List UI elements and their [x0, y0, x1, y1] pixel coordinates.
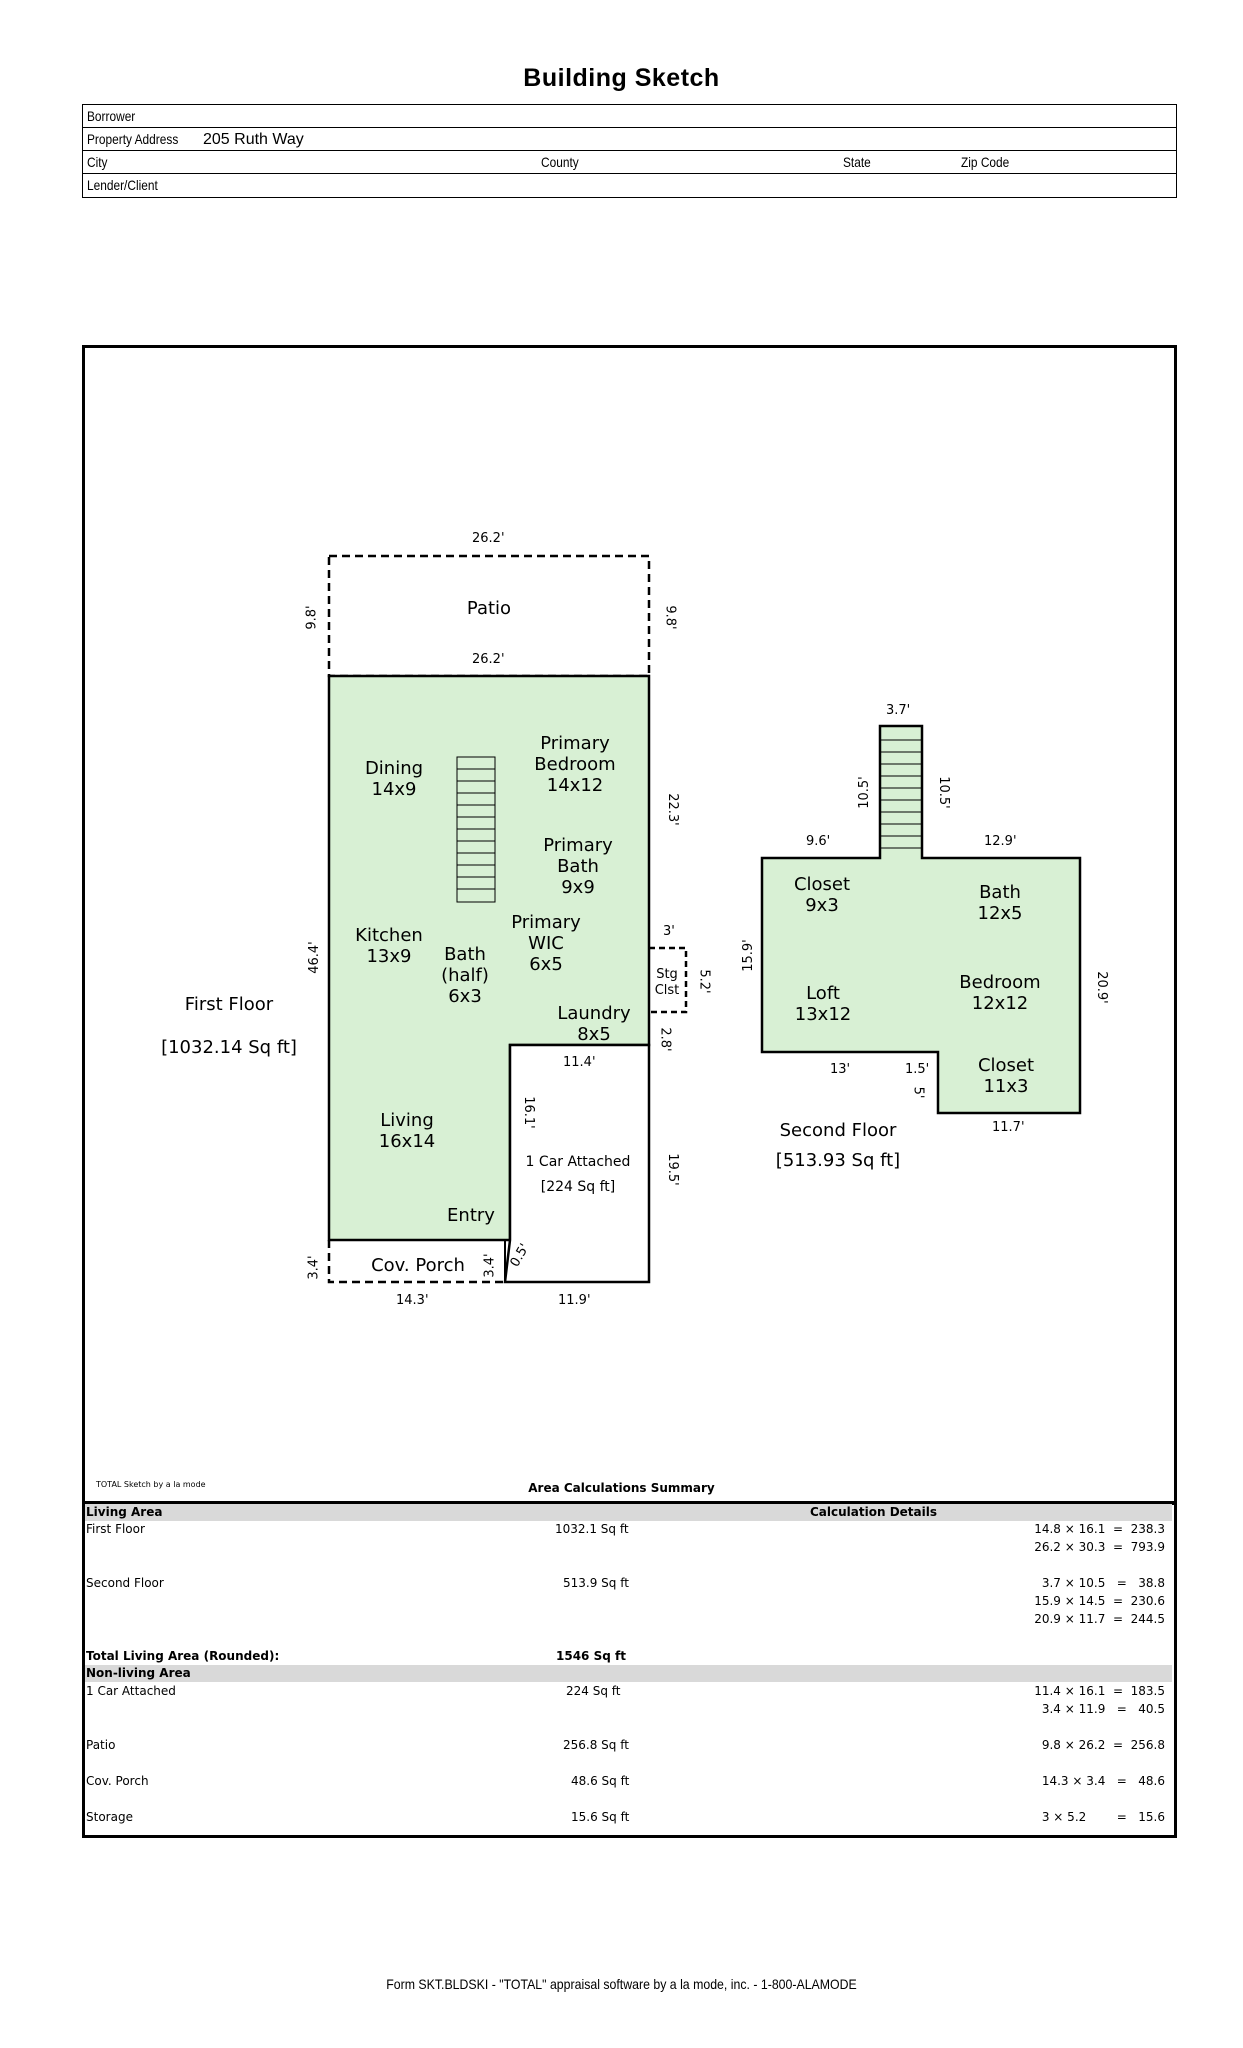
dim-garage-right: 19.5': [664, 1153, 680, 1186]
row-patio-calc-1: 9.8 × 26.2 = 256.8: [1041, 1738, 1165, 1752]
first-floor-area: [1032.14 Sq ft]: [161, 1037, 297, 1058]
dim-sf-top-left: 9.6': [806, 834, 831, 849]
dim-porch-right: 3.4': [482, 1253, 498, 1278]
room-laundry: Laundry 8x5: [557, 1003, 631, 1045]
summary-title: Area Calculations Summary: [528, 1481, 715, 1495]
row-second-floor-calc-2: 15.9 × 14.5 = 230.6: [1034, 1594, 1165, 1608]
second-floor-area: [513.93 Sq ft]: [775, 1150, 901, 1171]
dim-stair-top: 3.7': [886, 703, 911, 718]
row-storage-area: 15.6 Sq ft: [571, 1810, 630, 1824]
property-address-label: Property Address: [87, 131, 179, 147]
nonliving-band: [85, 1665, 1172, 1682]
dim-porch-bottom: 14.3': [396, 1293, 429, 1308]
dim-patio-bottom: 26.2': [472, 652, 505, 667]
total-living-label: Total Living Area (Rounded):: [86, 1649, 280, 1663]
calc-details-header: Calculation Details: [810, 1505, 938, 1519]
row-garage-calc-1: 11.4 × 16.1 = 183.5: [1034, 1684, 1165, 1698]
dim-sf-step: 1.5': [905, 1062, 930, 1077]
room-bath-half: Bath (half) 6x3: [441, 944, 489, 1007]
row-second-floor-name: Second Floor: [86, 1576, 164, 1590]
dim-sf-bottom-right: 11.7': [992, 1120, 1025, 1135]
room-cov-porch: Cov. Porch: [371, 1255, 465, 1276]
dim-stair-right: 10.5': [935, 776, 951, 809]
room-living: Living 16x14: [378, 1110, 436, 1152]
dim-ff-right-top: 22.3': [664, 793, 680, 826]
zip-code-label: Zip Code: [961, 154, 1010, 170]
room-primary-bedroom: Primary Bedroom 14x12: [534, 733, 616, 796]
dim-ff-left: 46.4': [306, 941, 322, 974]
row-first-floor-calc-2: 26.2 × 30.3 = 793.9: [1034, 1540, 1165, 1554]
room-stg-clst: Stg Clst: [654, 967, 680, 998]
dim-patio-top: 26.2': [472, 531, 505, 546]
living-band: [85, 1504, 1172, 1521]
row-storage-calc-1: 3 × 5.2 = 15.6: [1041, 1810, 1165, 1824]
dim-stg-right: 5.2': [696, 969, 712, 994]
row-second-floor-calc-3: 20.9 × 11.7 = 244.5: [1034, 1612, 1165, 1626]
sketch-credit: TOTAL Sketch by a la mode: [96, 1480, 206, 1489]
borrower-label: Borrower: [87, 108, 136, 124]
dim-garage-left: 16.1': [520, 1096, 536, 1129]
dim-sf-step-v: 5': [910, 1086, 926, 1099]
garage-area: [224 Sq ft]: [540, 1179, 616, 1195]
room-kitchen: Kitchen 13x9: [355, 925, 423, 967]
dim-porch-left: 3.4': [306, 1255, 322, 1280]
room-entry: Entry: [447, 1205, 495, 1226]
county-label: County: [541, 154, 579, 170]
dim-sf-bottom-left: 13': [830, 1062, 851, 1077]
room-patio: Patio: [466, 598, 512, 619]
living-area-header: Living Area: [86, 1505, 163, 1519]
row-garage-calc-2: 3.4 × 11.9 = 40.5: [1041, 1702, 1165, 1716]
room-sf-bedroom: Bedroom 12x12: [959, 972, 1041, 1014]
dim-garage-top: 11.4': [563, 1055, 596, 1070]
dim-ff-right-small: 2.8': [657, 1027, 673, 1052]
row-garage-name: 1 Car Attached: [86, 1684, 176, 1698]
page-title: Building Sketch: [523, 64, 720, 92]
row-patio-area: 256.8 Sq ft: [563, 1738, 629, 1752]
nonliving-header: Non-living Area: [86, 1666, 191, 1680]
row-second-floor-area: 513.9 Sq ft: [563, 1576, 629, 1590]
row-patio-name: Patio: [86, 1738, 116, 1752]
row-first-floor-calc-1: 14.8 × 16.1 = 238.3: [1034, 1522, 1165, 1536]
row-porch-calc-1: 14.3 × 3.4 = 48.6: [1041, 1774, 1165, 1788]
row-porch-name: Cov. Porch: [86, 1774, 149, 1788]
row-first-floor-name: First Floor: [86, 1522, 145, 1536]
room-dining: Dining 14x9: [364, 758, 424, 800]
first-floor-label: First Floor: [184, 994, 274, 1015]
lender-client-label: Lender/Client: [87, 177, 158, 193]
dim-porch-diag: 0.5': [507, 1241, 533, 1270]
form-footer: Form SKT.BLDSKI - "TOTAL" appraisal software by a la mode, inc. - 1-800-ALAMODE: [386, 1976, 857, 1992]
city-label: City: [87, 154, 108, 170]
dim-sf-top-right: 12.9': [984, 834, 1017, 849]
row-garage-area: 224 Sq ft: [566, 1684, 621, 1698]
room-closet-1: Closet 9x3: [793, 874, 851, 916]
dim-sf-right: 20.9': [1093, 971, 1109, 1004]
dim-stair-left: 10.5': [856, 776, 872, 809]
room-closet-2: Closet 11x3: [977, 1055, 1035, 1097]
row-second-floor-calc-1: 3.7 × 10.5 = 38.8: [1041, 1576, 1165, 1590]
state-label: State: [843, 154, 871, 170]
dim-sf-left: 15.9': [740, 939, 756, 972]
room-primary-wic: Primary WIC 6x5: [511, 912, 581, 975]
room-garage: 1 Car Attached: [525, 1154, 631, 1170]
dim-stg-top: 3': [663, 924, 675, 939]
second-floor-label: Second Floor: [779, 1120, 897, 1141]
total-living-value: 1546 Sq ft: [556, 1649, 626, 1663]
row-storage-name: Storage: [86, 1810, 133, 1824]
row-first-floor-area: 1032.1 Sq ft: [555, 1522, 629, 1536]
room-sf-bath: Bath 12x5: [977, 882, 1023, 924]
room-primary-bath: Primary Bath 9x9: [543, 835, 613, 898]
property-address-value: 205 Ruth Way: [203, 131, 304, 148]
room-loft: Loft 13x12: [794, 983, 852, 1025]
dim-patio-left: 9.8': [304, 605, 320, 630]
dim-patio-right: 9.8': [662, 605, 678, 630]
row-porch-area: 48.6 Sq ft: [571, 1774, 630, 1788]
dim-garage-bottom: 11.9': [558, 1293, 591, 1308]
